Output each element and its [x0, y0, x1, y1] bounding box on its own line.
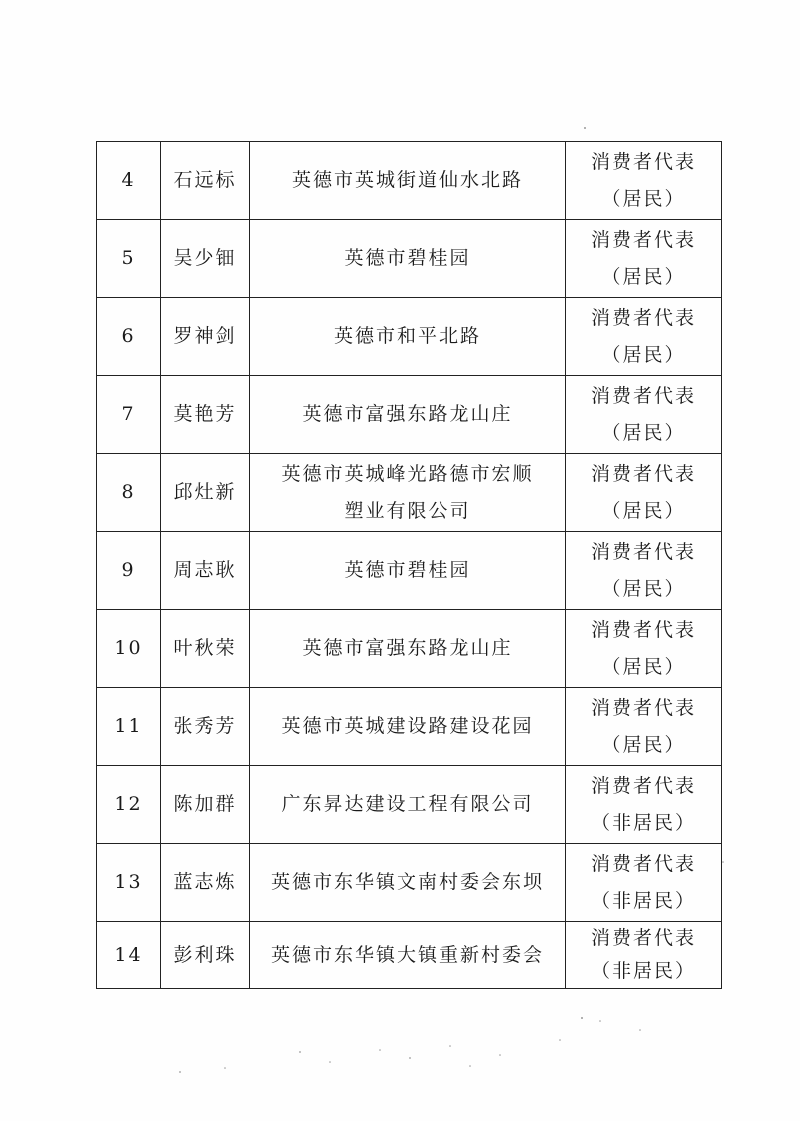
representative-name: 周志耿 [161, 532, 250, 610]
category-cell [566, 298, 722, 376]
table-row [97, 532, 722, 610]
category-label: 消费者代表 [590, 150, 696, 173]
representative-name: 蓝志炼 [161, 844, 250, 922]
category-sublabel: （居民） [601, 187, 686, 210]
table-row [97, 610, 722, 688]
representative-name: 叶秋荣 [161, 610, 250, 688]
row-number: 10 [97, 610, 161, 688]
category-sublabel: （居民） [601, 655, 686, 678]
representative-name: 邱灶新 [161, 454, 250, 532]
table-row [97, 220, 722, 298]
address-cell: 广东昇达建设工程有限公司 [250, 766, 566, 844]
category-cell [566, 142, 722, 220]
address-cell: 英德市和平北路 [250, 298, 566, 376]
category-sublabel: （居民） [601, 499, 686, 522]
representative-name: 石远标 [161, 142, 250, 220]
category-label: 消费者代表 [590, 852, 696, 875]
address-cell: 英德市英城建设路建设花园 [250, 688, 566, 766]
table-row [97, 376, 722, 454]
row-number: 6 [97, 298, 161, 376]
category-label: 消费者代表 [590, 774, 696, 797]
row-number: 13 [97, 844, 161, 922]
table-row [97, 766, 722, 844]
row-number: 5 [97, 220, 161, 298]
category-sublabel: （非居民） [590, 889, 696, 912]
table-row [97, 688, 722, 766]
category-cell [566, 376, 722, 454]
address-cell: 英德市碧桂园 [250, 220, 566, 298]
category-sublabel: （非居民） [590, 811, 696, 834]
category-label: 消费者代表 [590, 384, 696, 407]
category-label: 消费者代表 [590, 618, 696, 641]
representative-name: 张秀芳 [161, 688, 250, 766]
row-number: 8 [97, 454, 161, 532]
address-cell [250, 454, 566, 532]
category-cell [566, 610, 722, 688]
category-label: 消费者代表 [590, 540, 696, 563]
address-line: 塑业有限公司 [344, 499, 471, 522]
category-cell [566, 220, 722, 298]
row-number: 14 [97, 922, 161, 989]
category-label: 消费者代表 [590, 462, 696, 485]
category-cell [566, 688, 722, 766]
table-row [97, 454, 722, 532]
category-sublabel: （居民） [601, 343, 686, 366]
category-label: 消费者代表 [590, 306, 696, 329]
row-number: 7 [97, 376, 161, 454]
category-cell [566, 922, 722, 989]
category-label: 消费者代表 [590, 696, 696, 719]
category-cell [566, 532, 722, 610]
category-sublabel: （居民） [601, 265, 686, 288]
category-cell [566, 844, 722, 922]
address-cell: 英德市富强东路龙山庄 [250, 610, 566, 688]
address-line: 英德市英城峰光路德市宏顺 [281, 462, 534, 485]
category-sublabel: （居民） [601, 733, 686, 756]
table-row [97, 922, 722, 989]
category-label: 消费者代表 [590, 228, 696, 251]
representative-name: 罗神剑 [161, 298, 250, 376]
category-sublabel: （非居民） [590, 960, 696, 982]
address-cell: 英德市碧桂园 [250, 532, 566, 610]
representative-name: 彭利珠 [161, 922, 250, 989]
table-row [97, 142, 722, 220]
row-number: 4 [97, 142, 161, 220]
category-sublabel: （居民） [601, 421, 686, 444]
address-cell: 英德市东华镇大镇重新村委会 [250, 922, 566, 989]
representative-name: 莫艳芳 [161, 376, 250, 454]
address-cell: 英德市英城街道仙水北路 [250, 142, 566, 220]
address-cell: 英德市东华镇文南村委会东坝 [250, 844, 566, 922]
representative-table [96, 141, 722, 989]
table-row [97, 844, 722, 922]
category-sublabel: （居民） [601, 577, 686, 600]
row-number: 11 [97, 688, 161, 766]
category-cell [566, 766, 722, 844]
representative-name: 陈加群 [161, 766, 250, 844]
address-cell: 英德市富强东路龙山庄 [250, 376, 566, 454]
representative-name: 吴少钿 [161, 220, 250, 298]
category-cell [566, 454, 722, 532]
category-label: 消费者代表 [590, 927, 696, 949]
table-row [97, 298, 722, 376]
row-number: 9 [97, 532, 161, 610]
row-number: 12 [97, 766, 161, 844]
